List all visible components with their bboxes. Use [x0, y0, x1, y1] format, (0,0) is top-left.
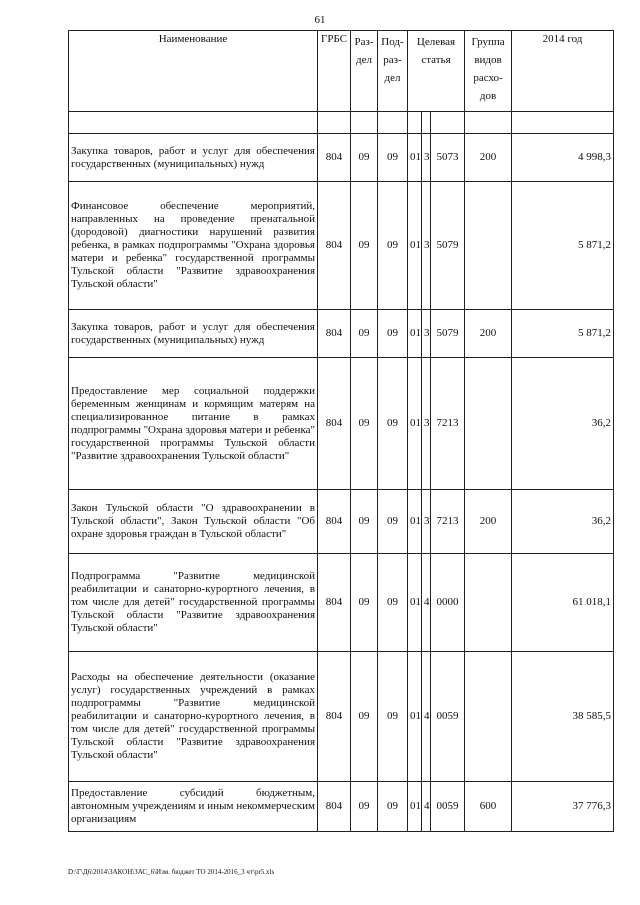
header-expense-group: Группа видов расхо- дов: [465, 31, 512, 112]
row-name: Предоставление мер социальной поддержки беременным женщинам и кормящим матерям на специализированное питание в рамках подпрограммы "Охрана здоровья матери и ребенка" государственной программы Тульской области "Развитие здравоохранения Тульской области": [69, 358, 318, 490]
row-grbs: 804: [318, 358, 351, 490]
row-target-program: 01: [408, 134, 422, 182]
row-name: Расходы на обеспечение деятельности (оказание услуг) государственных учреждений в рамках подпрограммы "Развитие медицинской реабилитации и санаторно-курортного лечения, в том числе для детей" государственной программы Тульской области "Развитие здравоохранения Тульской области": [69, 652, 318, 782]
header-year: 2014 год: [512, 31, 614, 112]
row-amount: 38 585,5: [512, 652, 614, 782]
table-row: [69, 358, 614, 490]
row-target-subprogram: 3: [422, 358, 431, 490]
row-amount: 36,2: [512, 358, 614, 490]
row-podrazdel: 09: [378, 182, 408, 310]
header-razdel: Раз- дел: [351, 31, 378, 112]
row-amount: 61 018,1: [512, 554, 614, 652]
row-amount: 37 776,3: [512, 782, 614, 832]
row-name: Финансовое обеспечение мероприятий, направленных на проведение пренатальной (дородовой) диагностики нарушений развития ребенка, в рамках подпрограммы "Охрана здоровья матери и ребенка" государственной программы Тульской области "Развитие здравоохранения Тульской области": [69, 182, 318, 310]
row-target-subprogram: 3: [422, 134, 431, 182]
header-grbs: ГРБС: [318, 31, 351, 112]
row-grbs: 804: [318, 310, 351, 358]
row-target-subprogram: 4: [422, 554, 431, 652]
page-number: 61: [314, 14, 326, 26]
row-target-program: 01: [408, 358, 422, 490]
budget-table: [68, 30, 614, 832]
row-razdel: 09: [351, 554, 378, 652]
row-razdel: 09: [351, 782, 378, 832]
row-target-direction: 7213: [431, 490, 465, 554]
row-grbs: 804: [318, 134, 351, 182]
row-group: [465, 358, 512, 490]
row-amount: 36,2: [512, 490, 614, 554]
row-target-direction: 5079: [431, 310, 465, 358]
row-target-direction: 0059: [431, 652, 465, 782]
row-amount: 5 871,2: [512, 310, 614, 358]
row-name: Закупка товаров, работ и услуг для обеспечения государственных (муниципальных) нужд: [69, 310, 318, 358]
row-grbs: 804: [318, 782, 351, 832]
row-target-program: 01: [408, 652, 422, 782]
row-target-subprogram: 4: [422, 782, 431, 832]
row-podrazdel: 09: [378, 782, 408, 832]
row-amount: 5 871,2: [512, 182, 614, 310]
row-razdel: 09: [351, 490, 378, 554]
header-podrazdel: Под- раз- дел: [378, 31, 408, 112]
header-target-article: Целевая статья: [408, 31, 465, 112]
row-grbs: 804: [318, 182, 351, 310]
row-target-subprogram: 4: [422, 652, 431, 782]
row-target-program: 01: [408, 782, 422, 832]
row-target-subprogram: 3: [422, 310, 431, 358]
row-group: 200: [465, 310, 512, 358]
row-podrazdel: 09: [378, 490, 408, 554]
row-name: Закупка товаров, работ и услуг для обеспечения государственных (муниципальных) нужд: [69, 134, 318, 182]
row-target-program: 01: [408, 182, 422, 310]
table-row: [69, 310, 614, 358]
row-grbs: 804: [318, 652, 351, 782]
row-podrazdel: 09: [378, 652, 408, 782]
row-name: Подпрограмма "Развитие медицинской реабилитации и санаторно-курортного лечения, в том числе для детей" государственной программы Тульской области "Развитие здравоохранения Тульской области": [69, 554, 318, 652]
header-name: Наименование: [69, 31, 318, 112]
row-podrazdel: 09: [378, 554, 408, 652]
row-razdel: 09: [351, 358, 378, 490]
row-podrazdel: 09: [378, 134, 408, 182]
row-group: 200: [465, 134, 512, 182]
row-target-direction: 0059: [431, 782, 465, 832]
row-group: [465, 652, 512, 782]
row-group: 600: [465, 782, 512, 832]
row-razdel: 09: [351, 652, 378, 782]
table-row: [69, 652, 614, 782]
table-header-row: [69, 31, 614, 112]
row-group: [465, 182, 512, 310]
table-row: [69, 490, 614, 554]
footer-file-path: D:\Г\Д6\2014\ЗАКОН\ЗАС_6\Изм. бюджет ТО 2014-2016_3 чт\pr5.xls: [68, 868, 275, 876]
row-razdel: 09: [351, 134, 378, 182]
row-target-program: 01: [408, 554, 422, 652]
row-target-direction: 0000: [431, 554, 465, 652]
row-target-program: 01: [408, 490, 422, 554]
row-razdel: 09: [351, 310, 378, 358]
spacer-row: [69, 112, 614, 134]
row-razdel: 09: [351, 182, 378, 310]
row-target-direction: 5073: [431, 134, 465, 182]
row-podrazdel: 09: [378, 310, 408, 358]
row-name: Закон Тульской области "О здравоохранении в Тульской области", Закон Тульской области "Об охране здоровья граждан в Тульской области": [69, 490, 318, 554]
table-row: [69, 182, 614, 310]
row-group: [465, 554, 512, 652]
row-grbs: 804: [318, 490, 351, 554]
row-podrazdel: 09: [378, 358, 408, 490]
row-target-program: 01: [408, 310, 422, 358]
row-grbs: 804: [318, 554, 351, 652]
row-target-direction: 5079: [431, 182, 465, 310]
row-group: 200: [465, 490, 512, 554]
row-name: Предоставление субсидий бюджетным, автономным учреждениям и иным некоммерческим организациям: [69, 782, 318, 832]
row-amount: 4 998,3: [512, 134, 614, 182]
table-row: [69, 554, 614, 652]
row-target-direction: 7213: [431, 358, 465, 490]
table-row: [69, 134, 614, 182]
table-row: [69, 782, 614, 832]
row-target-subprogram: 3: [422, 182, 431, 310]
row-target-subprogram: 3: [422, 490, 431, 554]
